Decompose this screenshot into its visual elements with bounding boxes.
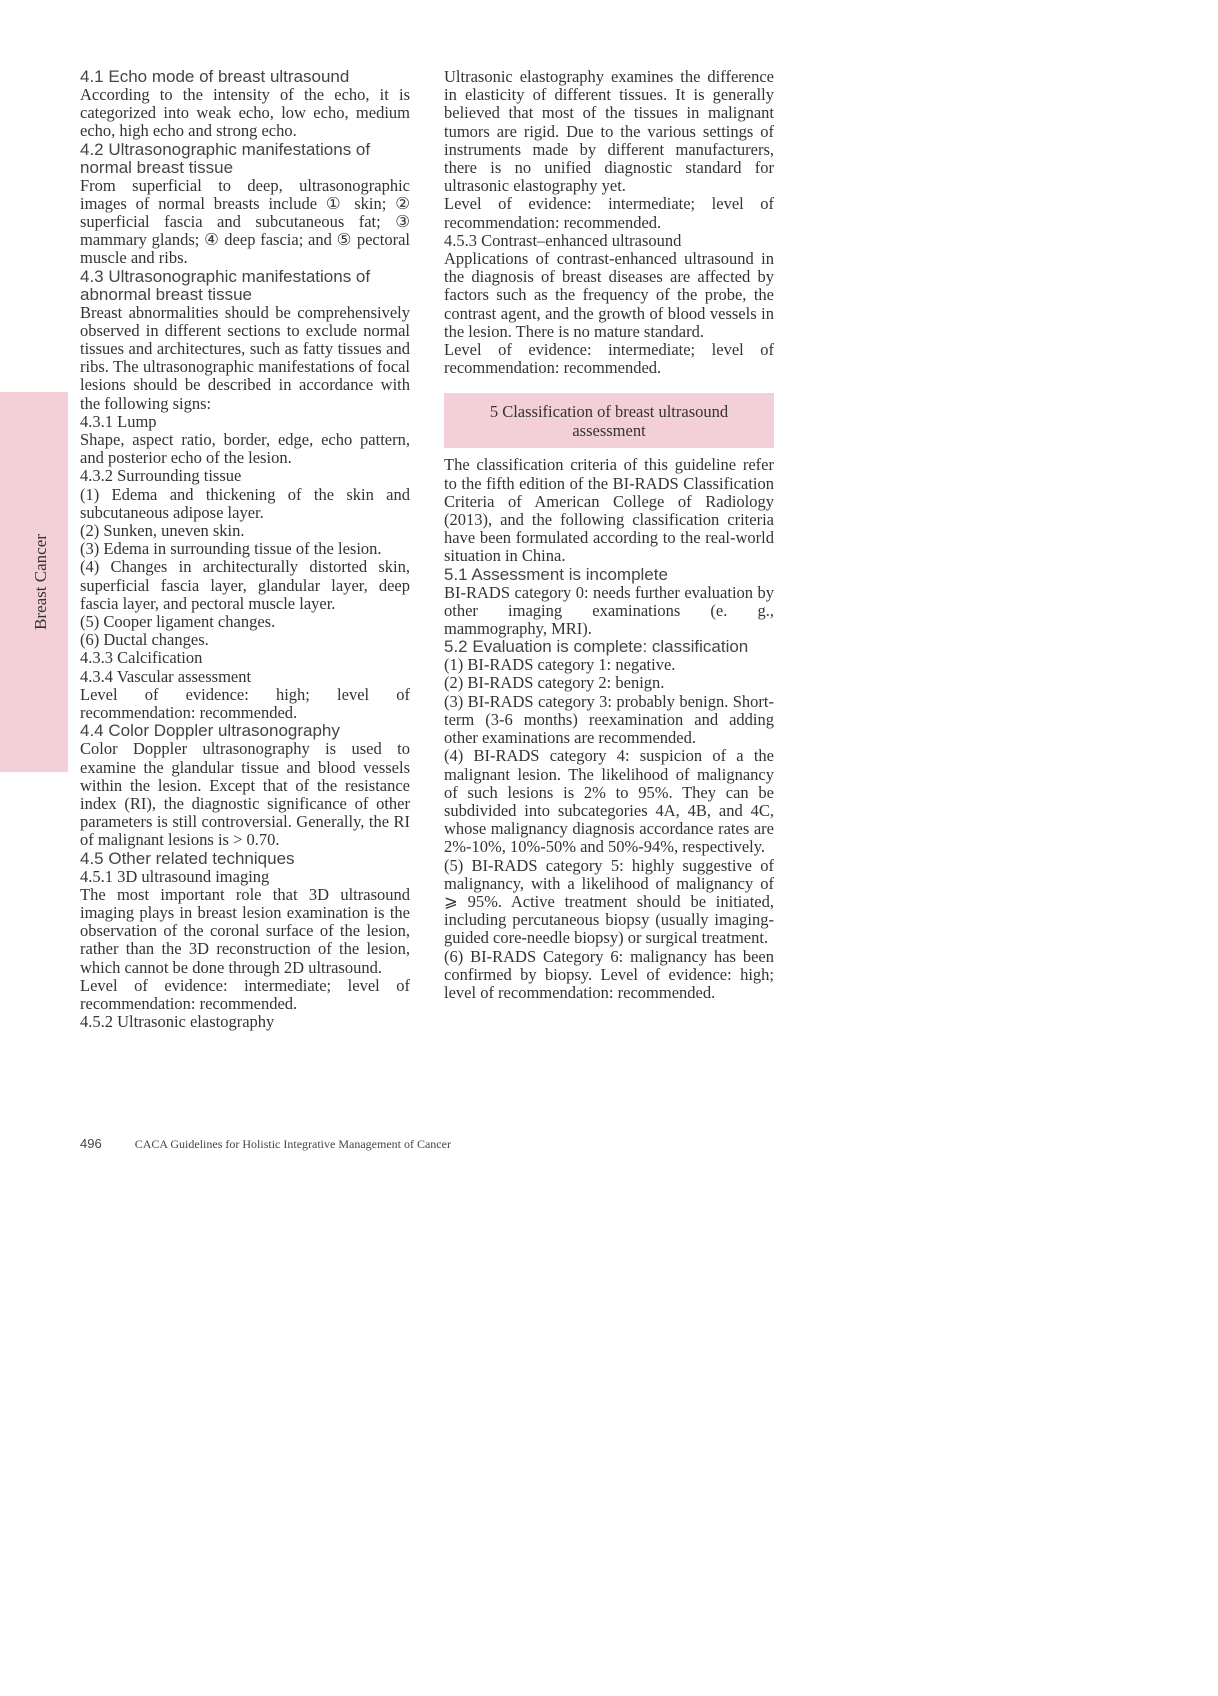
list-item: (6) BI-RADS Category 6: malignancy has been confirmed by biopsy. Level of evidence: high; level of recommendation: recommended. — [444, 946, 774, 1002]
subheading-4-5-3: 4.5.3 Contrast–enhanced ultrasound — [444, 230, 682, 250]
paragraph-4-4: Color Doppler ultrasonography is used to examine the glandular tissue and blood vessels within the lesion. Except that of the resistance index (RI), the diagnostic significance of other parameters is still controversial. Generally, the RI of malignant lesions is > 0.70. — [80, 739, 410, 850]
heading-5-1: 5.1 Assessment is incomplete — [444, 564, 668, 584]
list-item: (5) Cooper ligament changes. — [80, 612, 276, 632]
subheading-4-3-1: 4.3.1 Lump — [80, 411, 157, 431]
subheading-4-3-3: 4.3.3 Calcification — [80, 648, 203, 668]
evidence-4-5-2: Level of evidence: intermediate; level of recommendation: recommended. — [444, 194, 774, 232]
side-tab-label: Breast Cancer — [31, 534, 50, 630]
evidence-4-5-3: Level of evidence: intermediate; level of recommendation: recommended. — [444, 340, 774, 378]
paragraph-4-3-1: Shape, aspect ratio, border, edge, echo pattern, and posterior echo of the lesion. — [80, 430, 410, 468]
section-5-heading: 5 Classification of breast ultrasound assessment — [444, 393, 774, 448]
paragraph-4-3: Breast abnormalities should be comprehensively observed in different sections to exclude normal tissues and architectures, such as fatty tissues and ribs. The ultrasonographic manifestations of focal lesions should be described in accordance with the following signs: — [80, 302, 410, 413]
page-footer — [80, 1136, 451, 1152]
list-item: (3) BI-RADS category 3: probably benign. Short-term (3-6 months) reexamination and adding other examinations are recommended. — [444, 691, 774, 748]
heading-4-1: 4.1 Echo mode of breast ultrasound — [80, 67, 350, 86]
subheading-4-5-2: 4.5.2 Ultrasonic elastography — [80, 1012, 275, 1032]
right-column — [444, 68, 774, 1002]
paragraph-5-1: BI-RADS category 0: needs further evaluation by other imaging examinations (e. g., mammography, MRI). — [444, 582, 774, 639]
heading-5-2: 5.2 Evaluation is complete: classification — [444, 637, 749, 657]
subheading-4-3-2: 4.3.2 Surrounding tissue — [80, 466, 242, 486]
list-item: (4) BI-RADS category 4: suspicion of a the malignant lesion. The likelihood of malignancy of such lesions is 2% to 95%. They can be subdivided into subcategories 4A, 4B, and 4C, whose malignancy diagnosis accordance rates are 2%-10%, 10%-50% and 50%-94%, respectively. — [444, 746, 774, 857]
paragraph-4-2: From superficial to deep, ultrasonographic images of normal breasts include ① skin; ② superficial fascia and subcutaneous fat; ③ mammary glands; ④ deep fascia; and ⑤ pectoral muscle and ribs. — [80, 175, 410, 268]
list-item: (3) Edema in surrounding tissue of the lesion. — [80, 539, 382, 559]
heading-4-4: 4.4 Color Doppler ultrasonography — [80, 721, 340, 741]
paragraph-4-5-2: Ultrasonic elastography examines the difference in elasticity of different tissues. It is generally believed that most of the tissues in malignant tumors are rigid. Due to the various settings of instruments made by different manufacturers, there is no unified diagnostic standard for ultrasonic elastography yet. — [444, 67, 774, 196]
paragraph-4-5-3: Applications of contrast-enhanced ultrasound in the diagnosis of breast diseases are affected by factors such as the frequency of the probe, the contrast agent, and the growth of blood vessels in the lesion. There is no mature standard. — [444, 249, 774, 341]
heading-4-2: 4.2 Ultrasonographic manifestations of normal breast tissue — [80, 139, 371, 177]
subheading-4-5-1: 4.5.1 3D ultrasound imaging — [80, 866, 270, 886]
heading-4-3: 4.3 Ultrasonographic manifestations of abnormal breast tissue — [80, 266, 371, 304]
list-item: (1) Edema and thickening of the skin and subcutaneous adipose layer. — [80, 484, 410, 522]
list-item: (2) Sunken, uneven skin. — [80, 521, 245, 541]
page-number: 496 — [80, 1136, 102, 1151]
evidence-4-3-4: Level of evidence: high; level of recommendation: recommended. — [80, 684, 410, 723]
running-title: CACA Guidelines for Holistic Integrative Management of Cancer — [134, 1137, 451, 1151]
evidence-4-5-1: Level of evidence: intermediate; level of recommendation: recommended. — [80, 975, 410, 1013]
left-column — [80, 68, 410, 1031]
list-item: (2) BI-RADS category 2: benign. — [444, 673, 665, 693]
paragraph-5: The classification criteria of this guideline refer to the fifth edition of the BI-RADS Classification Criteria of American College of Radiology (2013), and the following classification criteria have been formulated according to the real-world situation in China. — [444, 455, 774, 566]
list-item: (1) BI-RADS category 1: negative. — [444, 655, 676, 675]
list-item: (4) Changes in architecturally distorted skin, superficial fascia layer, glandular layer, deep fascia layer, and pectoral muscle layer. — [80, 557, 410, 613]
paragraph-4-5-1: The most important role that 3D ultrasound imaging plays in breast lesion examination is the observation of the coronal surface of the lesion, rather than the 3D reconstruction of the lesion, which cannot be done through 2D ultrasound. — [80, 884, 410, 977]
heading-4-5: 4.5 Other related techniques — [80, 848, 295, 868]
list-item: (5) BI-RADS category 5: highly suggestive of malignancy, with a likelihood of malignancy of ⩾ 95%. Active treatment should be initiated, including percutaneous biopsy (usually imaging-guided core-needle biopsy) or surgical treatment. — [444, 855, 774, 948]
subheading-4-3-4: 4.3.4 Vascular assessment — [80, 666, 252, 686]
list-item: (6) Ductal changes. — [80, 630, 209, 650]
paragraph-4-1: According to the intensity of the echo, it is categorized into weak echo, low echo, medium echo, high echo and strong echo. — [80, 85, 410, 141]
